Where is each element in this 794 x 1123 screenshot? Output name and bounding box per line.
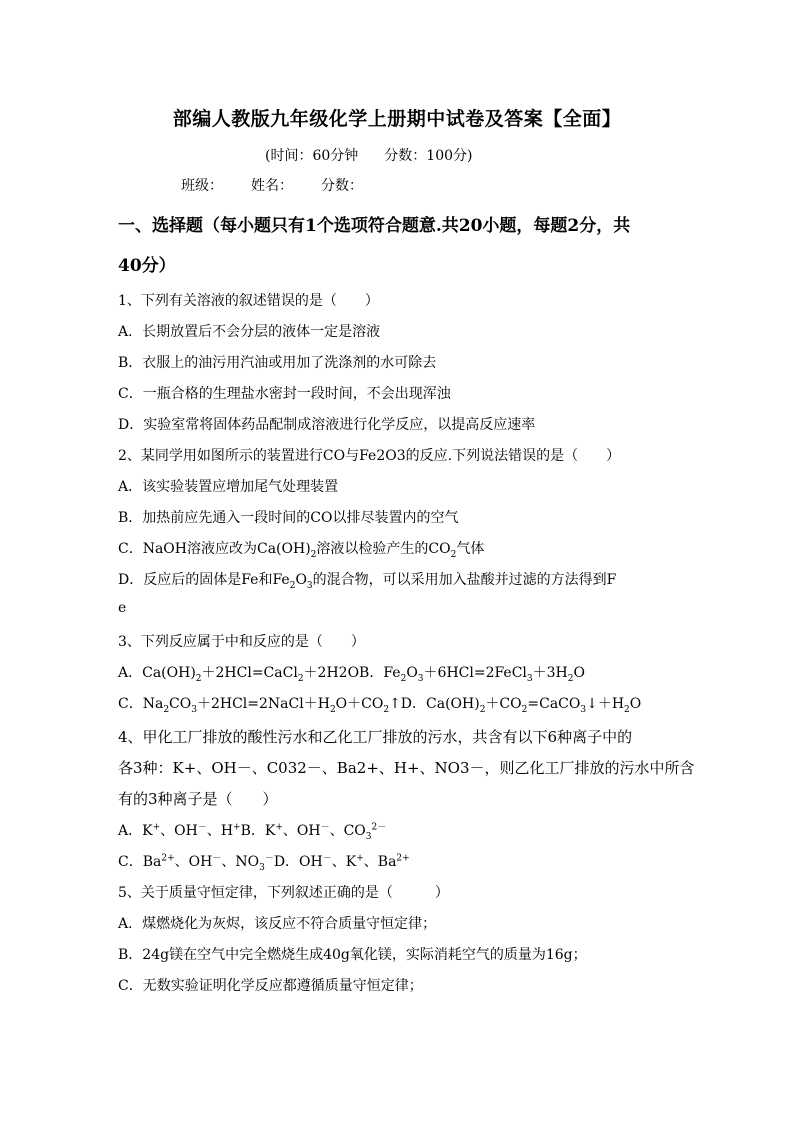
question-1-option-c: C．一瓶合格的生理盐水密封一段时间，不会出现浑浊 — [118, 386, 451, 402]
exam-meta — [265, 145, 472, 165]
section-heading-line2: 40分） — [118, 256, 176, 276]
section-heading — [118, 206, 678, 286]
question-2-option-d-continued: e — [118, 600, 127, 616]
student-info-line — [181, 175, 391, 195]
question-4-stem-line2: 各3种：K+、OH－、C032－、Ba2+、H+、NO3－，则乙化工厂排放的污水中所含 — [118, 759, 695, 777]
question-4-stem-line1: 4、甲化工厂排放的酸性污水和乙化工厂排放的污水，共含有以下6种离子中的 — [118, 728, 633, 746]
page-title: 部编人教版九年级化学上册期中试卷及答案【全面】 — [172, 108, 622, 130]
question-2-option-a: A．该实验装置应增加尾气处理装置 — [118, 479, 339, 495]
class-label: 班级： — [181, 178, 223, 194]
question-4-options-cd: C．$Ba^{2+}$、OH－、$NO_3^-D$．OH－、K+、$Ba^{2+}$ — [118, 853, 410, 873]
question-5-stem: 5、关于质量守恒定律，下列叙述正确的是（ ） — [118, 885, 449, 901]
question-5-option-a: A．煤燃烧化为灰烬，该反应不符合质量守恒定律； — [118, 916, 437, 932]
question-1-stem: 1、下列有关溶液的叙述错误的是（ ） — [118, 293, 379, 309]
exam-time: (时间：60分钟 — [265, 148, 359, 164]
question-4-stem-line3: 有的3种离子是（ ） — [118, 790, 278, 808]
section-heading-line1: 一、选择题（每小题只有1个选项符合题意.共20小题，每题2分，共 — [118, 216, 631, 236]
question-3-options-ab: A．$Ca(OH)_2+2HCl=CaCl_2+2H2OB$．$Fe_2O_3+6HCl=2FeCl_3+3H_2O$ — [118, 665, 585, 684]
question-2-option-b: B．加热前应先通入一段时间的CO以排尽装置内的空气 — [118, 510, 459, 526]
question-4-options-ab: A．K+、OH－、H+B．K+、OH－、$CO_3^{2-}$ — [118, 822, 387, 842]
question-1-option-a: A．长期放置后不会分层的液体一定是溶液 — [118, 324, 381, 340]
question-5-option-c: C．无数实验证明化学反应都遵循质量守恒定律； — [118, 978, 423, 994]
exam-score: 分数：100分) — [384, 148, 473, 164]
question-3-options-cd: C．$Na_2CO_3+2HCl=2NaCl+H_2O+CO_2↑D$．$Ca(OH)_2+CO_2=CaCO_3↓+H_2O$ — [118, 696, 642, 715]
question-1-option-d: D．实验室常将固体药品配制成溶液进行化学反应，以提高反应速率 — [118, 417, 536, 433]
question-2-option-c: C．NaOH溶液应改为$Ca(OH)_2$溶液以检验产生的$CO_2$气体 — [118, 541, 485, 560]
question-1-option-b: B．衣服上的油污用汽油或用加了洗涤剂的水可除去 — [118, 355, 437, 371]
question-2-stem: 2、某同学用如图所示的装置进行CO与Fe2O3的反应.下列说法错误的是（ ） — [118, 448, 621, 464]
question-3-stem: 3、下列反应属于中和反应的是（ ） — [118, 634, 365, 650]
name-label: 姓名： — [251, 178, 293, 194]
score-label: 分数： — [321, 178, 363, 194]
question-5-option-b: B．24g镁在空气中完全燃烧生成40g氧化镁，实际消耗空气的质量为16g； — [118, 947, 587, 963]
question-2-option-d: D．反应后的固体是Fe和$Fe_2O_3$的混合物，可以采用加入盐酸并过滤的方法得到F — [118, 572, 617, 591]
